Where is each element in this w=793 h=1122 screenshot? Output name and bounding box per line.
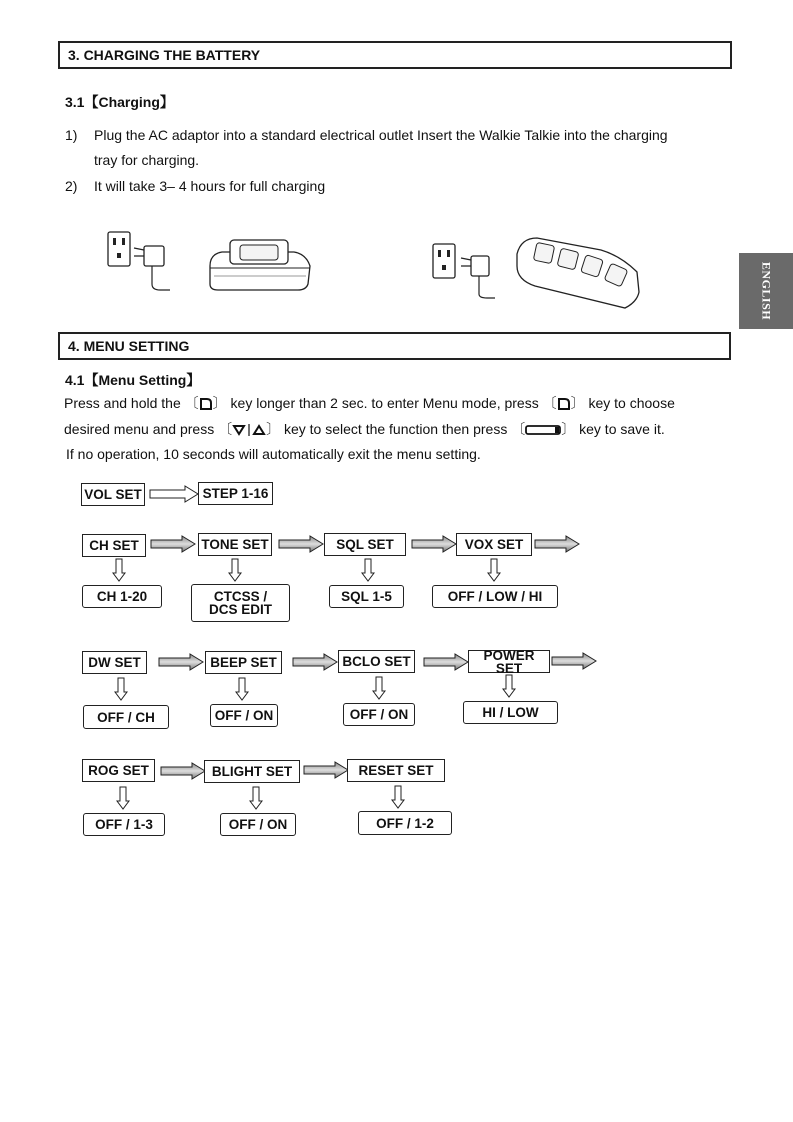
multi-unit-charger-icon xyxy=(517,238,639,308)
arrow-right-icon xyxy=(551,652,597,670)
arrow-right-icon xyxy=(411,535,457,553)
language-tab-label: ENGLISH xyxy=(759,261,774,321)
arrow-down-icon xyxy=(361,558,375,582)
menu-instructions-line1: Press and hold the 〔 〕 key longer than 2 sec. to enter Menu mode, press 〔 〕 key to choose xyxy=(64,395,675,411)
arrow-right-icon xyxy=(423,653,469,671)
step-2-line1: It will take 3– 4 hours for full charging xyxy=(94,178,326,194)
arrow-down-icon xyxy=(372,676,386,700)
menu-vox-value: OFF / LOW / HI xyxy=(432,585,558,608)
text: desired menu and press xyxy=(64,421,215,437)
menu-dw-value: OFF / CH xyxy=(83,705,169,729)
step-1-num: 1) xyxy=(65,127,78,143)
menu-key-icon xyxy=(557,397,571,411)
language-tab xyxy=(739,253,793,329)
menu-reset-value: OFF / 1-2 xyxy=(358,811,452,835)
menu-tone-value-line1: CTCSS / xyxy=(213,589,268,604)
menu-sql-value: SQL 1-5 xyxy=(329,585,404,608)
menu-vox-set: VOX SET xyxy=(456,533,532,556)
section-4-header xyxy=(58,332,731,360)
text: key to save it. xyxy=(579,421,665,437)
arrow-right-icon xyxy=(150,535,196,553)
text: key to select the function then press xyxy=(283,421,508,437)
menu-vol-value: STEP 1-16 xyxy=(198,482,273,505)
arrow-down-icon xyxy=(487,558,501,582)
step-1-line1: Plug the AC adaptor into a standard electrical outlet Insert the Walkie Talkie into the charging xyxy=(94,127,668,143)
arrow-right-icon xyxy=(160,762,206,780)
arrow-down-icon xyxy=(502,674,516,698)
arrow-down-icon xyxy=(391,785,405,809)
menu-key-icon xyxy=(199,397,213,411)
text: key longer than 2 sec. to enter Menu mode, press xyxy=(230,395,539,411)
menu-rog-set: ROG SET xyxy=(82,759,155,782)
ac-adapter-icon xyxy=(134,246,170,290)
ac-adapter-icon xyxy=(461,256,495,298)
menu-ch-set: CH SET xyxy=(82,534,146,557)
single-charger-illustration xyxy=(100,226,320,296)
menu-bclo-value: OFF / ON xyxy=(343,703,415,726)
menu-rog-value: OFF / 1-3 xyxy=(83,813,165,836)
wall-outlet-icon xyxy=(433,244,455,278)
ptt-key-icon xyxy=(525,424,561,436)
down-up-key-icon xyxy=(232,423,266,437)
arrow-right-icon xyxy=(292,653,338,671)
menu-ch-value: CH 1-20 xyxy=(82,585,162,608)
menu-tone-value xyxy=(191,584,290,622)
text: Press and hold the xyxy=(64,395,181,411)
arrow-down-icon xyxy=(235,677,249,701)
menu-instructions-line2: desired menu and press 〔 〕 key to select the function then press 〔 〕 key to save it. xyxy=(64,421,665,437)
menu-reset-set: RESET SET xyxy=(347,759,445,782)
arrow-right-icon xyxy=(534,535,580,553)
arrow-right-icon xyxy=(278,535,324,553)
menu-sql-set: SQL SET xyxy=(324,533,406,556)
menu-instructions-line3: If no operation, 10 seconds will automatically exit the menu setting. xyxy=(66,446,481,462)
menu-blight-value: OFF / ON xyxy=(220,813,296,836)
step-1-line2: tray for charging. xyxy=(94,152,200,168)
charger-cradle-icon xyxy=(210,240,310,290)
menu-power-set: POWER SET xyxy=(468,650,550,673)
arrow-down-icon xyxy=(112,558,126,582)
arrow-down-icon xyxy=(249,786,263,810)
menu-blight-set: BLIGHT SET xyxy=(204,760,300,783)
arrow-down-icon xyxy=(114,677,128,701)
menu-power-value: HI / LOW xyxy=(463,701,558,724)
menu-vol-set: VOL SET xyxy=(81,483,145,506)
menu-dw-set: DW SET xyxy=(82,651,147,674)
arrow-down-icon xyxy=(116,786,130,810)
wall-outlet-icon xyxy=(108,232,130,266)
section-4-title: 4. MENU SETTING xyxy=(68,338,190,354)
step-2-num: 2) xyxy=(65,178,78,194)
text: key to choose xyxy=(588,395,675,411)
section-3-title: 3. CHARGING THE BATTERY xyxy=(68,47,261,63)
arrow-down-icon xyxy=(228,558,242,582)
menu-bclo-set: BCLO SET xyxy=(338,650,415,673)
arrow-right-icon xyxy=(149,485,199,503)
section-3-1-title: 3.1【Charging】 xyxy=(65,94,174,110)
menu-beep-value: OFF / ON xyxy=(210,704,278,727)
section-3-header xyxy=(58,41,732,69)
arrow-right-icon xyxy=(303,761,349,779)
section-4-1-title: 4.1【Menu Setting】 xyxy=(65,372,201,388)
menu-tone-value-line2: DCS EDIT xyxy=(208,602,272,617)
multi-charger-illustration xyxy=(425,226,650,316)
menu-tone-set: TONE SET xyxy=(198,533,272,556)
arrow-right-icon xyxy=(158,653,204,671)
menu-beep-set: BEEP SET xyxy=(205,651,282,674)
